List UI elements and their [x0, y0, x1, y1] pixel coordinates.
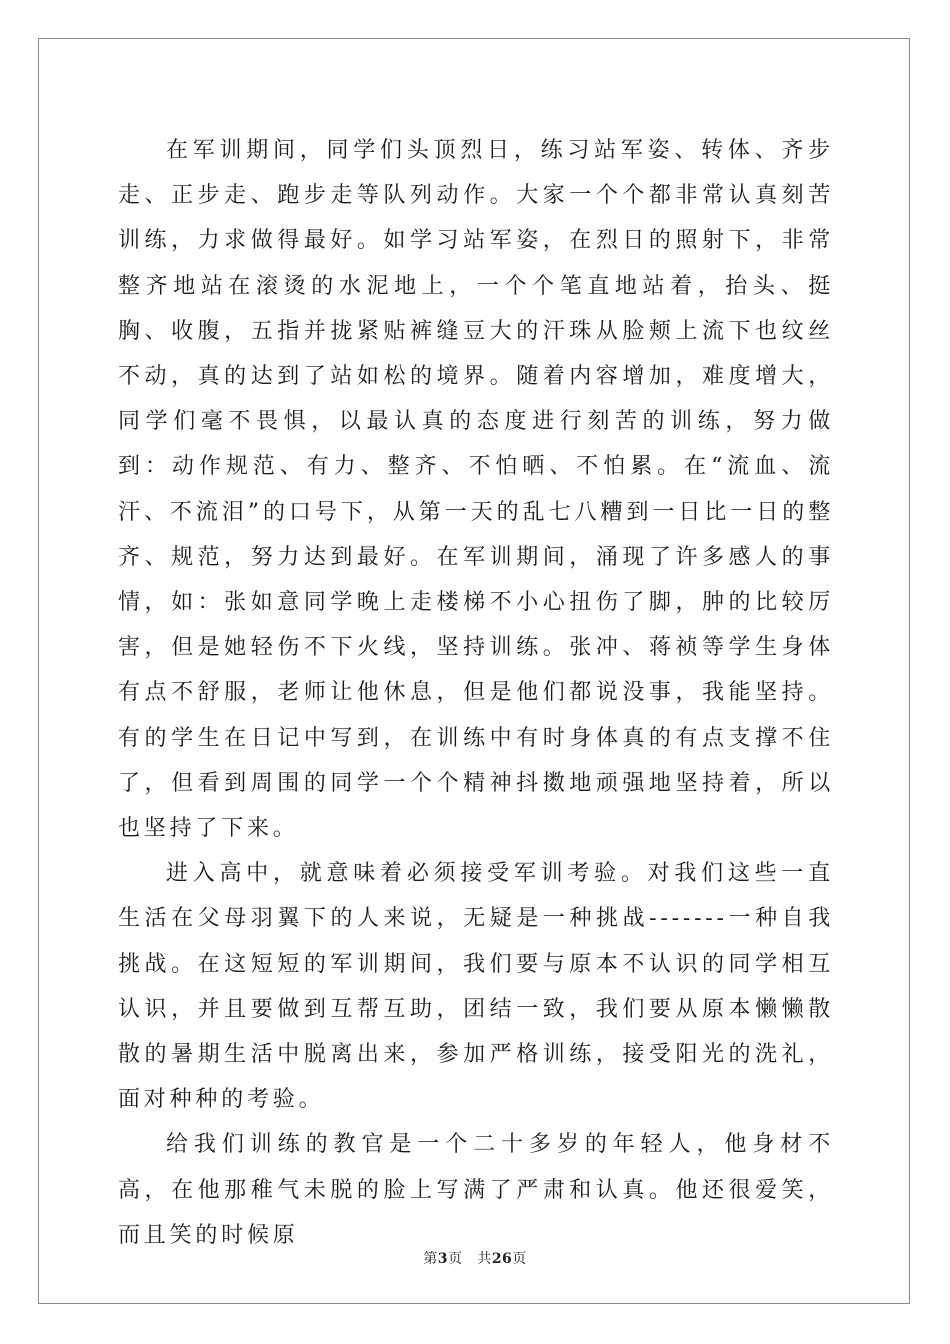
total-suffix: 页 — [512, 1251, 527, 1267]
paragraph-1: 在军训期间，同学们头顶烈日，练习站军姿、转体、齐步走、正步走、跑步走等队列动作。大家一个个都非常认真刻苦训练，力求做得最好。如学习站军姿，在烈日的照射下，非常整齐地站在滚烫的水泥地上，一个个笔直地站着，抬头、挺胸、收腹，五指并拢紧贴裤缝豆大的汗珠从脸颊上流下也纹丝不动，真的达到了站如松的境界。随着内容增加，难度增大，同学们毫不畏惧，以最认真的态度进行刻苦的训练，努力做到：动作规范、有力、整齐、不怕晒、不怕累。在“流血、流汗、不流泪”的口号下，从第一天的乱七八糟到一日比一日的整齐、规范，努力达到最好。在军训期间，涌现了许多感人的事情，如：张如意同学晚上走楼梯不小心扭伤了脚，肿的比较厉害，但是她轻伤不下火线，坚持训练。张冲、蒋祯等学生身体有点不舒服，老师让他休息，但是他们都说没事，我能坚持。有的学生在日记中写到，在训练中有时身体真的有点支撑不住了，但看到周围的同学一个个精神抖擞地顽强地坚持着，所以也坚持了下来。 — [118, 138, 834, 842]
paragraph-2: 进入高中，就意味着必须接受军训考验。对我们这些一直生活在父母羽翼下的人来说，无疑是一种挑战-------一种自我挑战。在这短短的军训期间，我们要与原本不认识的同学相互认识，并且要做到互帮互助，团结一致，我们要从原本懒懒散散的暑期生活中脱离出来，参加严格训练，接受阳光的洗礼，面对种种的考验。 — [118, 861, 834, 1113]
document-body — [118, 128, 834, 1258]
page-suffix: 页 — [447, 1251, 463, 1267]
paragraph-3: 给我们训练的教官是一个二十多岁的年轻人，他身材不高，在他那稚气未脱的脸上写满了严肃和认真。他还很爱笑，而且笑的时候原 — [118, 1132, 834, 1248]
page-prefix: 第 — [423, 1251, 438, 1267]
page-footer — [0, 1248, 950, 1268]
total-pages: 26 — [491, 1251, 513, 1267]
page-number: 3 — [437, 1251, 448, 1267]
total-prefix: 共 — [477, 1251, 492, 1267]
